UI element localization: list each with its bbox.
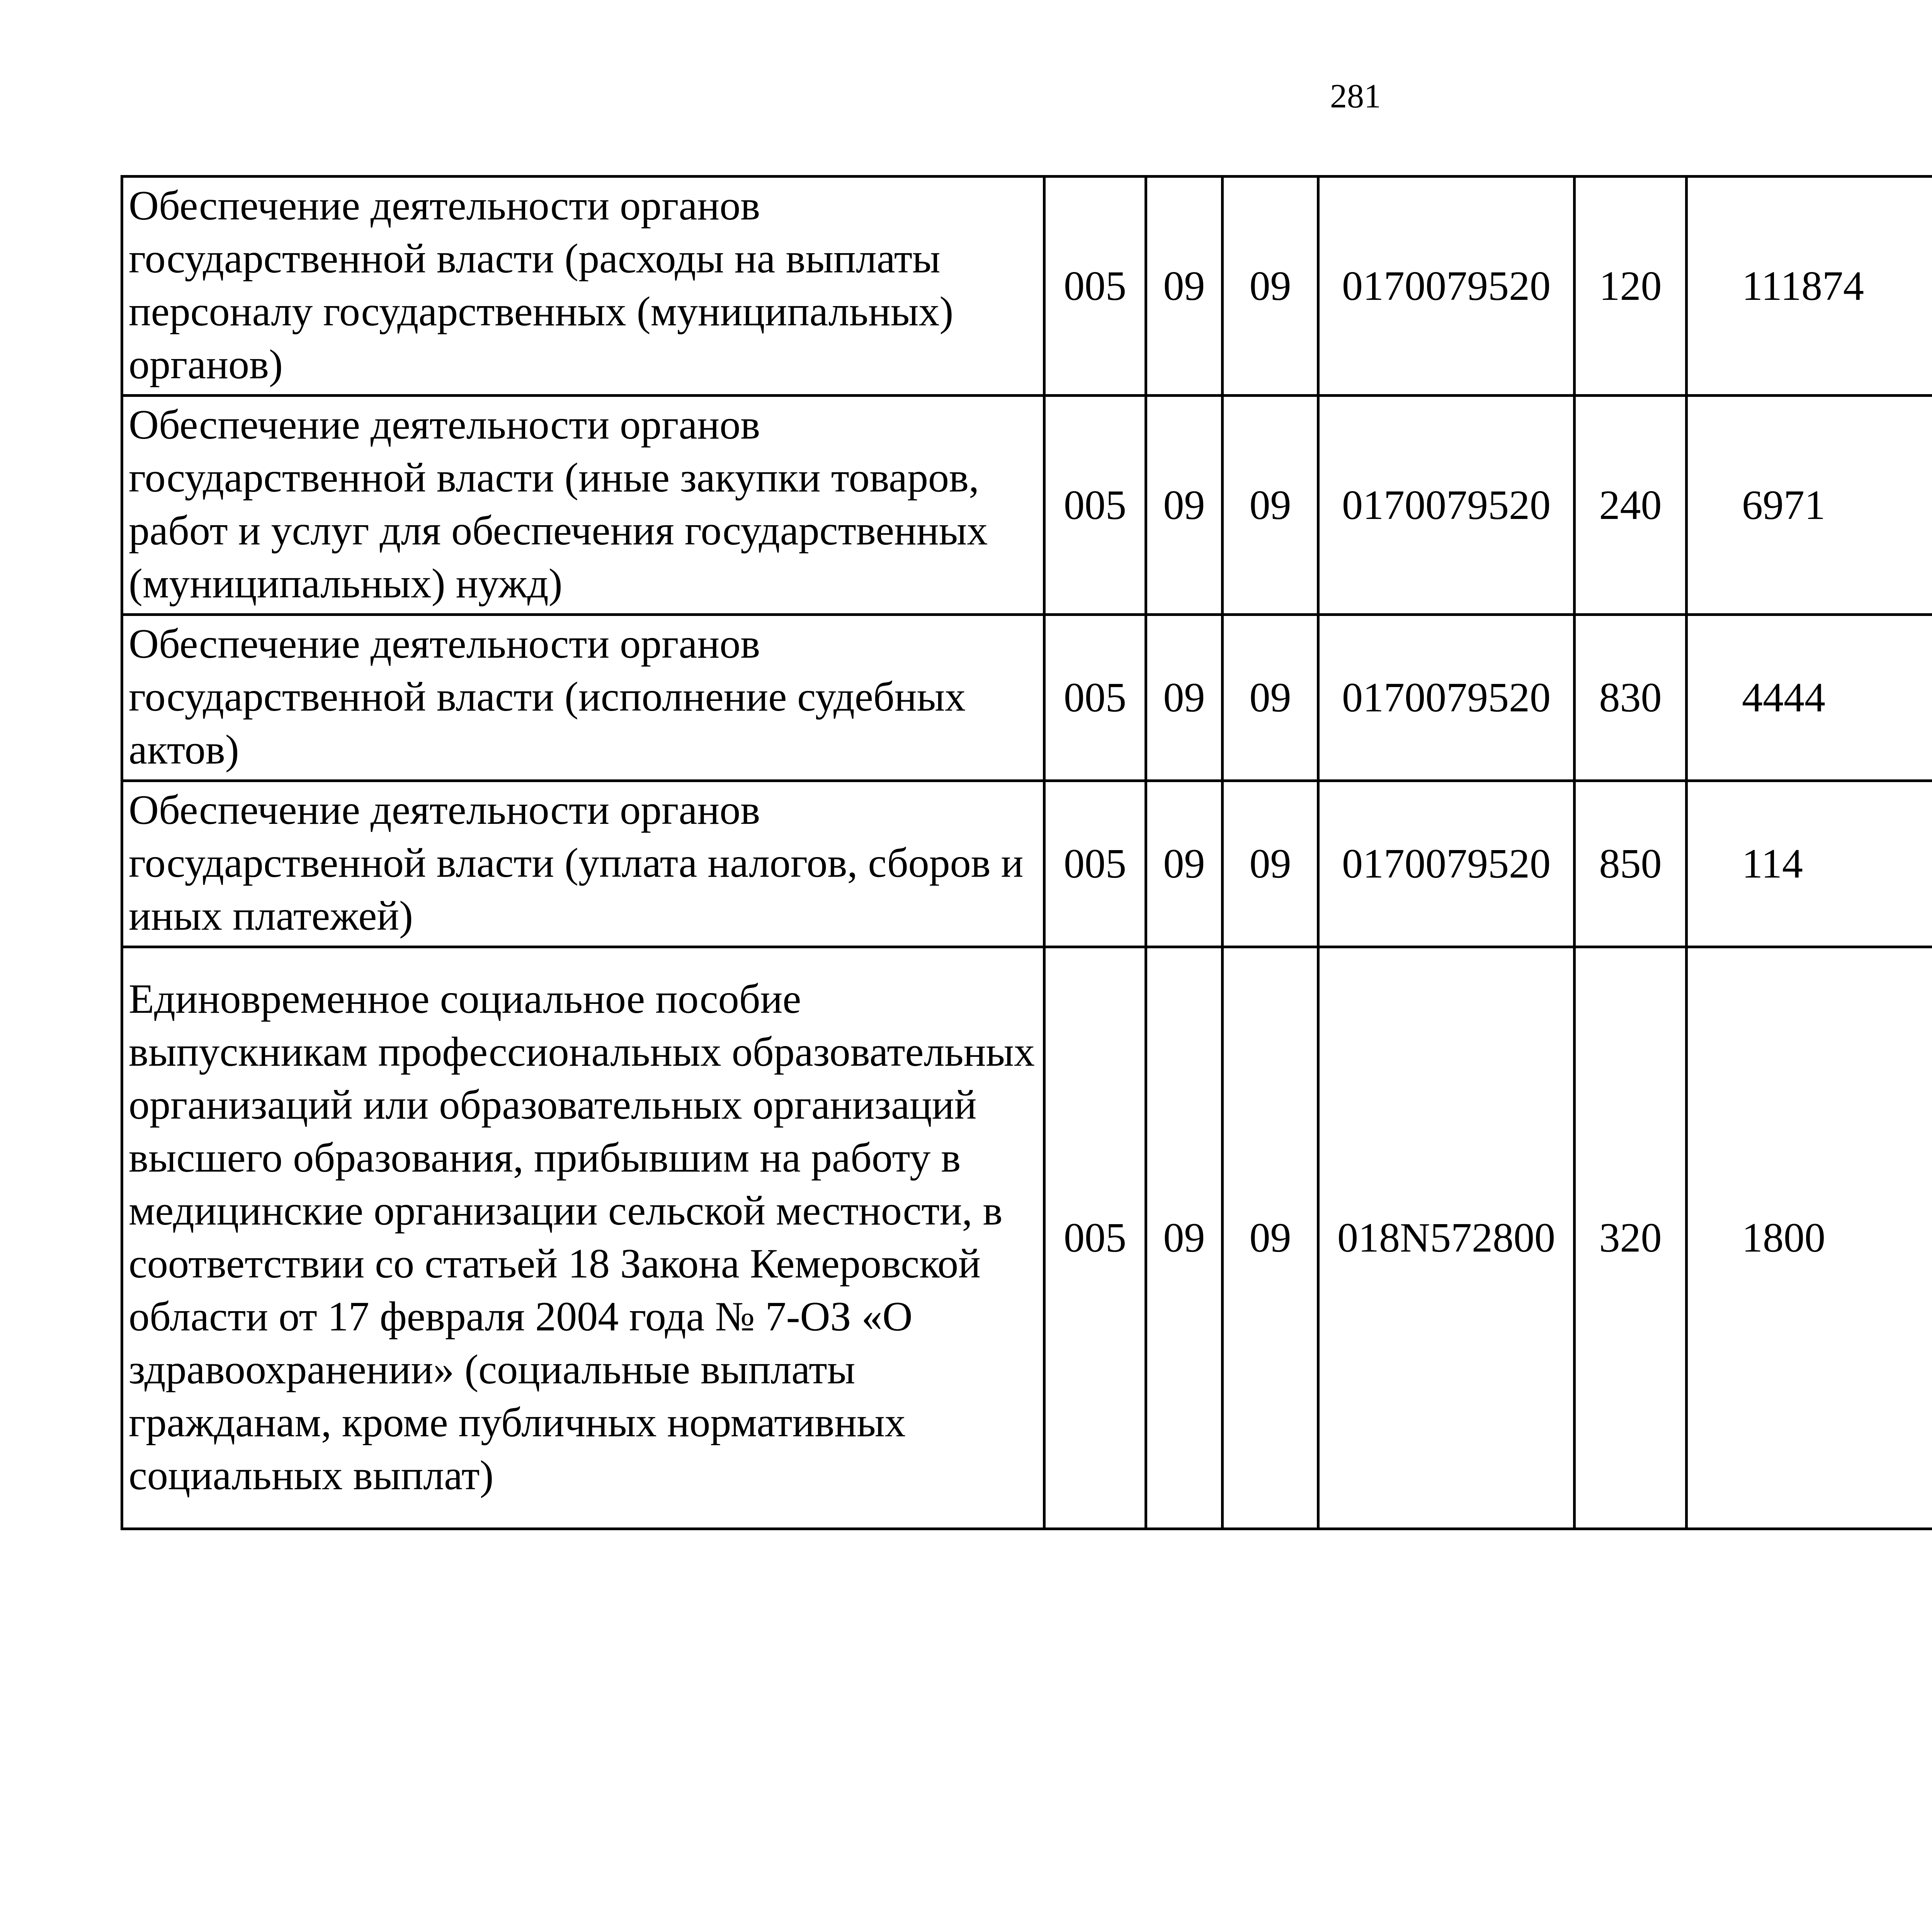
- target-article-cell: 0170079520: [1318, 396, 1575, 615]
- sum-cell-1: 1800: [1687, 947, 1932, 1529]
- ministry-code-cell: 005: [1044, 947, 1146, 1529]
- expense-type-cell: 320: [1575, 947, 1687, 1529]
- section-code-cell: 09: [1146, 177, 1223, 396]
- target-article-cell: 018N572800: [1318, 947, 1575, 1529]
- sum-cell-1: 6971: [1687, 396, 1932, 615]
- target-article-cell: 0170079520: [1318, 781, 1575, 947]
- table-row: [122, 615, 1932, 781]
- subsection-code-cell: 09: [1223, 615, 1318, 781]
- table-row: [122, 947, 1932, 1529]
- ministry-code-cell: 005: [1044, 781, 1146, 947]
- ministry-code-cell: 005: [1044, 615, 1146, 781]
- expense-type-cell: 850: [1575, 781, 1687, 947]
- page-number: 281: [1330, 78, 1381, 115]
- expense-name-cell: Обеспечение деятельности органов государственной власти (расходы на выплаты персоналу государственных (муниципальных) органов): [122, 177, 1044, 396]
- sum-cell-1: 114: [1687, 781, 1932, 947]
- subsection-code-cell: 09: [1223, 947, 1318, 1529]
- ministry-code-cell: 005: [1044, 177, 1146, 396]
- subsection-code-cell: 09: [1223, 781, 1318, 947]
- expense-name-cell: Единовременное социальное пособие выпускникам профессиональных образовательных организаций или образовательных организаций высшего образования, прибывшим на работу в медицинские организации сельской местности, в соответствии со статьей 18 Закона Кемеровской области от 17 февраля 2004 года № 7-ОЗ «О здравоохранении» (социальные выплаты гражданам, кроме публичных нормативных социальных выплат): [122, 947, 1044, 1529]
- expense-type-cell: 240: [1575, 396, 1687, 615]
- section-code-cell: 09: [1146, 781, 1223, 947]
- section-code-cell: 09: [1146, 396, 1223, 615]
- subsection-code-cell: 09: [1223, 177, 1318, 396]
- sum-cell-1: 4444: [1687, 615, 1932, 781]
- sum-cell-1: 111874: [1687, 177, 1932, 396]
- expense-name-cell: Обеспечение деятельности органов государственной власти (исполнение судебных актов): [122, 615, 1044, 781]
- expense-name-cell: Обеспечение деятельности органов государственной власти (иные закупки товаров, работ и услуг для обеспечения государственных (муниципальных) нужд): [122, 396, 1044, 615]
- budget-table: [121, 175, 1932, 1530]
- table-row: [122, 177, 1932, 396]
- expense-type-cell: 120: [1575, 177, 1687, 396]
- ministry-code-cell: 005: [1044, 396, 1146, 615]
- table-row: [122, 781, 1932, 947]
- target-article-cell: 0170079520: [1318, 615, 1575, 781]
- section-code-cell: 09: [1146, 615, 1223, 781]
- subsection-code-cell: 09: [1223, 396, 1318, 615]
- target-article-cell: 0170079520: [1318, 177, 1575, 396]
- section-code-cell: 09: [1146, 947, 1223, 1529]
- table-row: [122, 396, 1932, 615]
- expense-name-cell: Обеспечение деятельности органов государственной власти (уплата налогов, сборов и иных платежей): [122, 781, 1044, 947]
- expense-type-cell: 830: [1575, 615, 1687, 781]
